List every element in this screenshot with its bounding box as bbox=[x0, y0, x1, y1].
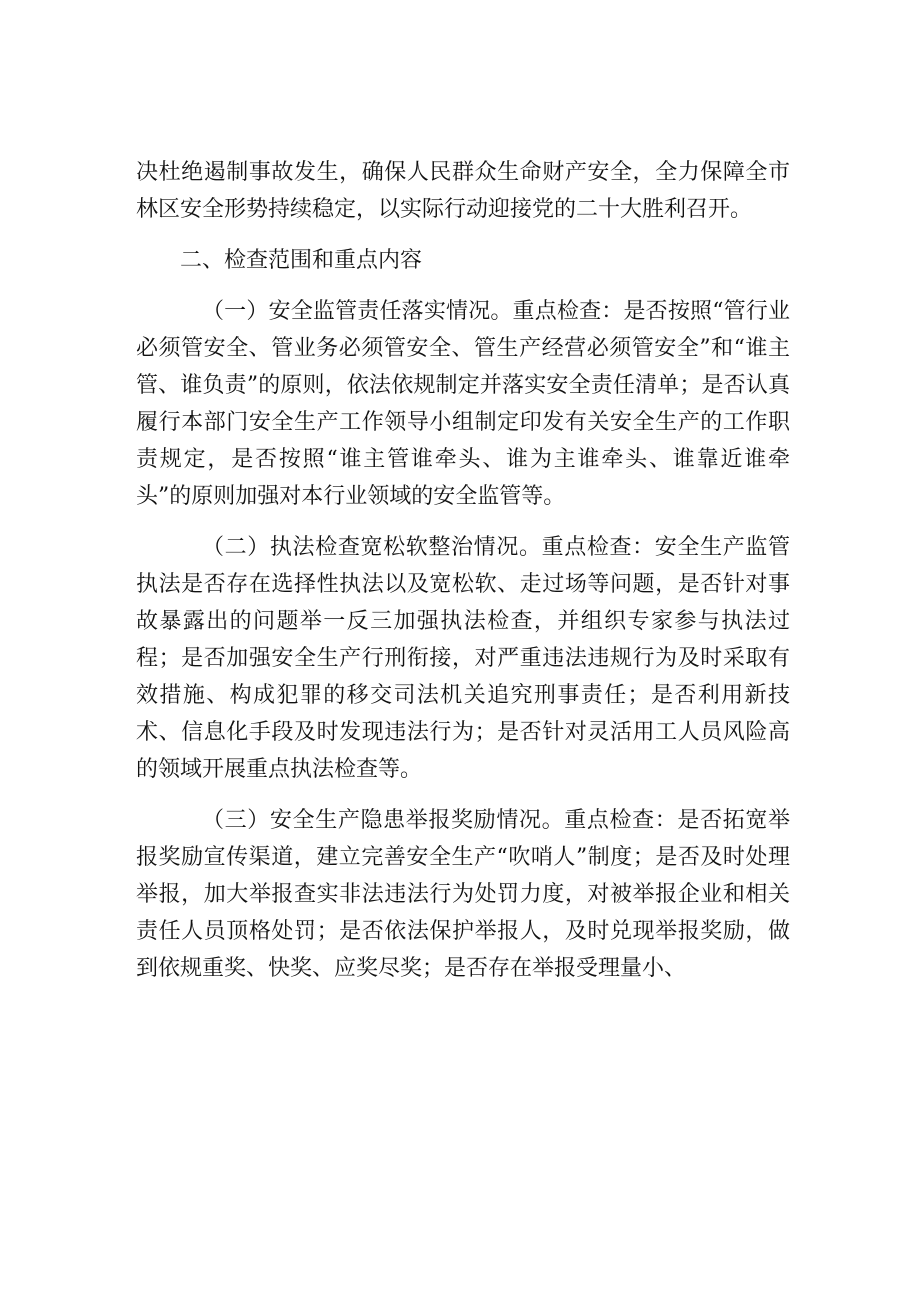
paragraph-continuation: 决杜绝遏制事故发生，确保人民群众生命财产安全，全力保障全市林区安全形势持续稳定，以实际行动迎接党的二十大胜利召开。 bbox=[136, 160, 790, 222]
document-body bbox=[136, 154, 790, 987]
paragraph-item-3: （三）安全生产隐患举报奖励情况。重点检查：是否拓宽举报奖励宣传渠道，建立完善安全生产“吹哨人”制度；是否及时处理举报，加大举报查实非法违法行为处罚力度，对被举报企业和相关责任人员顶格处罚；是否依法保护举报人，及时兑现举报奖励，做到依规重奖、快奖、应奖尽奖；是否存在举报受理量小、 bbox=[136, 808, 790, 981]
section-heading-2: 二、检查范围和重点内容 bbox=[180, 248, 423, 273]
paragraph-item-2: （二）执法检查宽松软整治情况。重点检查：安全生产监管执法是否存在选择性执法以及宽松软、走过场等问题，是否针对事故暴露出的问题举一反三加强执法检查，并组织专家参与执法过程；是否加强安全生产行刑衔接，对严重违法违规行为及时采取有效措施、构成犯罪的移交司法机关追究刑事责任；是否利用新技术、信息化手段及时发现违法行为；是否针对灵活用工人员风险高的领域开展重点执法检查等。 bbox=[136, 535, 790, 782]
paragraph-item-1: （一）安全监管责任落实情况。重点检查：是否按照“管行业必须管安全、管业务必须管安全、管生产经营必须管安全”和“谁主管、谁负责”的原则，依法依规制定并落实安全责任清单；是否认真履行本部门安全生产工作领导小组制定印发有关安全生产的工作职责规定，是否按照“谁主管谁牵头、谁为主谁牵头、谁靠近谁牵头”的原则加强对本行业领域的安全监管等。 bbox=[136, 299, 790, 509]
